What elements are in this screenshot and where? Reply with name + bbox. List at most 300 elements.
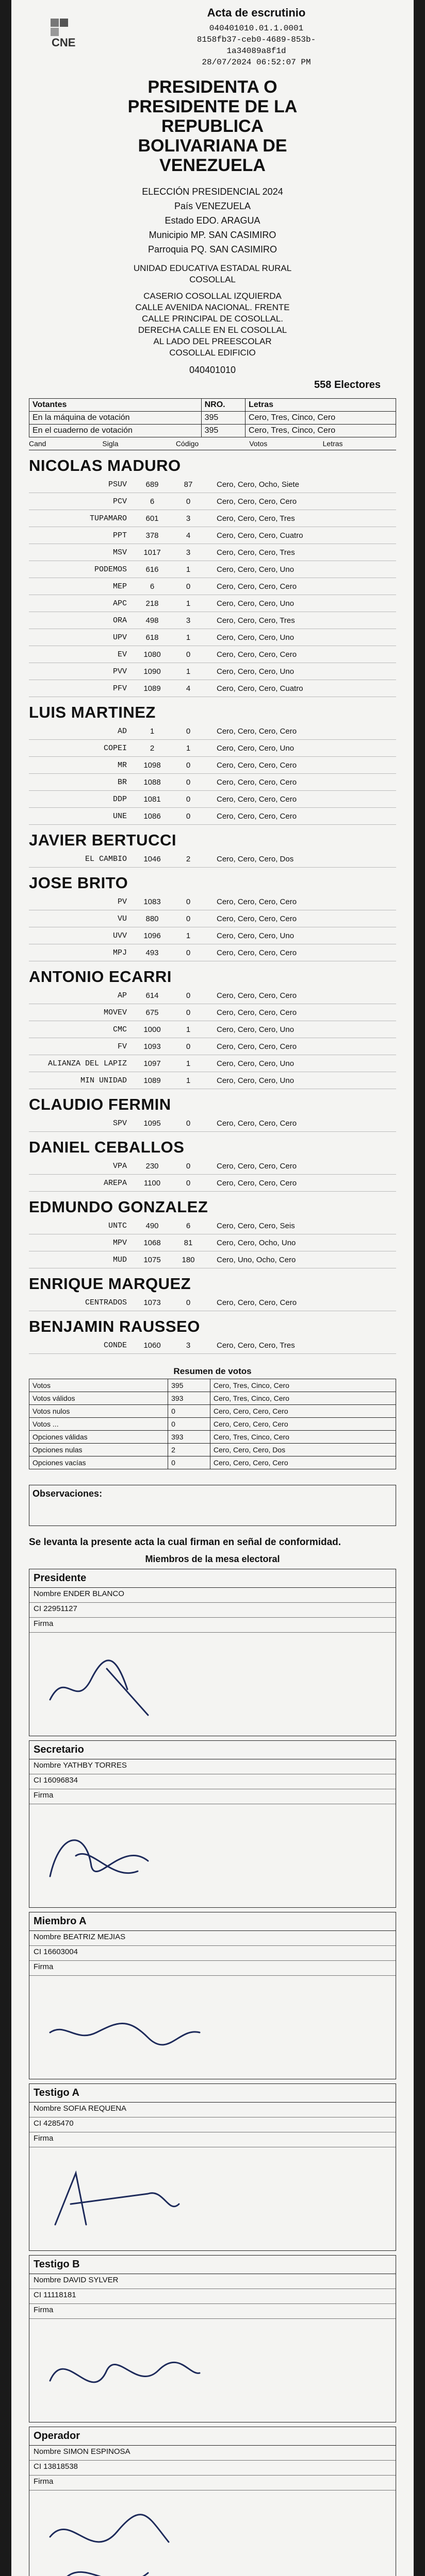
- resumen-cell: 393: [168, 1431, 210, 1444]
- country: País VENEZUELA: [174, 201, 251, 211]
- resumen-cell: Cero, Cero, Cero, Cero: [210, 1418, 396, 1431]
- candidate-name: JAVIER BERTUCCI: [29, 831, 176, 849]
- party-code: 1095: [143, 1118, 161, 1128]
- party-row: [29, 910, 396, 927]
- votantes-header: Votantes: [29, 399, 202, 412]
- member-role: Operador: [29, 2427, 396, 2446]
- party-votes: 0: [186, 914, 191, 923]
- party-sigla: CENTRADOS: [85, 1298, 127, 1307]
- resumen-cell: Cero, Tres, Cinco, Cero: [210, 1431, 396, 1444]
- party-code: 6: [150, 582, 155, 591]
- votantes-cell: 395: [201, 412, 245, 425]
- party-sigla: ORA: [112, 616, 127, 625]
- party-code: 675: [145, 1008, 159, 1017]
- member-ci: CI 16096834: [29, 1774, 396, 1789]
- candidate-name: ANTONIO ECARRI: [29, 968, 172, 986]
- party-letters: Cero, Cero, Cero, Cero: [217, 991, 297, 1000]
- signature-icon: [40, 1638, 215, 1731]
- party-votes: 3: [186, 1341, 191, 1350]
- party-code: 218: [145, 599, 159, 608]
- party-sigla: EV: [117, 650, 127, 659]
- party-sigla: DDP: [112, 794, 127, 804]
- resumen-cell: Cero, Cero, Cero, Cero: [210, 1456, 396, 1469]
- resumen-cell: Opciones nulas: [29, 1444, 168, 1456]
- votantes-cell: Cero, Tres, Cinco, Cero: [246, 425, 396, 437]
- party-letters: Cero, Cero, Cero, Cuatro: [217, 531, 303, 540]
- party-code: 689: [145, 480, 159, 489]
- member-card: [29, 1912, 396, 2079]
- election-name: ELECCIÓN PRESIDENCIAL 2024: [142, 187, 283, 197]
- party-votes: 0: [186, 794, 191, 804]
- candidates-list: [29, 455, 396, 1354]
- party-letters: Cero, Cero, Cero, Tres: [217, 616, 295, 625]
- party-letters: Cero, Cero, Cero, Uno: [217, 1076, 295, 1085]
- party-row: [29, 1055, 396, 1072]
- signature-icon: [40, 2496, 215, 2576]
- party-row: [29, 1294, 396, 1311]
- party-letters: Cero, Cero, Cero, Cero: [217, 897, 297, 906]
- resumen-cell: Votos: [29, 1379, 168, 1392]
- resumen-row: [29, 1418, 396, 1431]
- resumen-cell: Cero, Tres, Cinco, Cero: [210, 1392, 396, 1405]
- member-firma-label: Firma: [29, 1961, 396, 1976]
- resumen-row: [29, 1405, 396, 1418]
- party-sigla: MEP: [112, 582, 127, 591]
- nro-header: NRO.: [201, 399, 245, 412]
- party-votes: 0: [186, 1008, 191, 1017]
- member-name: Nombre YATHBY TORRES: [29, 1759, 396, 1774]
- member-firma-label: Firma: [29, 1789, 396, 1804]
- party-letters: Cero, Cero, Cero, Cero: [217, 650, 297, 659]
- member-name: Nombre DAVID SYLVER: [29, 2274, 396, 2289]
- member-name: Nombre ENDER BLANCO: [29, 1588, 396, 1603]
- party-sigla: COPEI: [103, 743, 127, 753]
- party-code: 1089: [143, 1076, 161, 1085]
- party-letters: Cero, Cero, Cero, Uno: [217, 633, 295, 642]
- party-votes: 3: [186, 616, 191, 625]
- party-code: 1075: [143, 1255, 161, 1264]
- party-code: 2: [150, 743, 155, 753]
- party-code: 880: [145, 914, 159, 923]
- party-letters: Cero, Cero, Ocho, Uno: [217, 1238, 296, 1247]
- party-votes: 0: [186, 777, 191, 787]
- party-row: [29, 1021, 396, 1038]
- member-card: [29, 1569, 396, 1736]
- party-letters: Cero, Cero, Cero, Cero: [217, 1298, 297, 1307]
- party-code: 1000: [143, 1025, 161, 1034]
- party-sigla: AD: [117, 726, 127, 736]
- center-address-line: AL LADO DEL PREESCOLAR: [153, 336, 272, 346]
- party-letters: Cero, Uno, Ocho, Cero: [217, 1255, 296, 1264]
- party-letters: Cero, Cero, Cero, Cero: [217, 794, 297, 804]
- party-votes: 0: [186, 811, 191, 821]
- party-sigla: BR: [117, 777, 127, 787]
- resumen-row: [29, 1444, 396, 1456]
- members-caption: Miembros de la mesa electoral: [145, 1554, 280, 1564]
- party-code: 1096: [143, 931, 161, 940]
- votantes-row: [29, 425, 396, 437]
- candidate-block: [29, 830, 396, 868]
- member-ci: CI 13818538: [29, 2461, 396, 2476]
- party-row: [29, 646, 396, 663]
- signature-icon: [40, 2153, 215, 2245]
- party-row: [29, 680, 396, 697]
- member-name: Nombre BEATRIZ MEJIAS: [29, 1931, 396, 1946]
- resumen-row: [29, 1456, 396, 1469]
- member-card: [29, 1740, 396, 1908]
- party-row: [29, 1072, 396, 1089]
- member-name: Nombre SOFIA REQUENA: [29, 2103, 396, 2117]
- party-row: [29, 723, 396, 740]
- resumen-row: [29, 1431, 396, 1444]
- party-sigla: MR: [117, 760, 127, 770]
- member-card: [29, 2427, 396, 2576]
- party-row: [29, 663, 396, 680]
- party-row: [29, 476, 396, 493]
- party-sigla: VPA: [112, 1161, 127, 1171]
- party-votes: 1: [186, 1059, 191, 1068]
- votantes-cell: 395: [201, 425, 245, 437]
- acta-title: Acta de escrutinio: [207, 6, 306, 19]
- party-row: [29, 927, 396, 944]
- signature-icon: [40, 2324, 215, 2417]
- parish: Parroquia PQ. SAN CASIMIRO: [148, 244, 277, 255]
- party-row: [29, 1004, 396, 1021]
- party-sigla: UPV: [112, 633, 127, 642]
- party-code: 6: [150, 497, 155, 506]
- party-votes: 81: [184, 1238, 193, 1247]
- party-sigla: AP: [117, 991, 127, 1000]
- party-votes: 2: [186, 854, 191, 863]
- party-row: [29, 774, 396, 791]
- center-name-line: COSOLLAL: [189, 275, 236, 284]
- party-sigla: APC: [112, 599, 127, 608]
- party-code: 378: [145, 531, 159, 540]
- party-letters: Cero, Cero, Cero, Uno: [217, 1059, 295, 1068]
- acta-receipt: [11, 0, 414, 2576]
- party-letters: Cero, Cero, Cero, Cero: [217, 948, 297, 957]
- candidate-name: DANIEL CEBALLOS: [29, 1138, 185, 1156]
- party-votes: 4: [186, 684, 191, 693]
- party-letters: Cero, Cero, Cero, Cero: [217, 726, 297, 736]
- candidate-block: [29, 1137, 396, 1192]
- party-code: 1098: [143, 760, 161, 770]
- candidate-name: NICOLAS MADURO: [29, 456, 181, 474]
- center-address-line: CASERIO COSOLLAL IZQUIERDA: [143, 291, 282, 301]
- party-letters: Cero, Cero, Cero, Uno: [217, 667, 295, 676]
- candidate-name: EDMUNDO GONZALEZ: [29, 1198, 208, 1216]
- acta-serial: 040401010.01.1.0001: [209, 24, 304, 33]
- member-firma-label: Firma: [29, 2476, 396, 2490]
- party-code: 1100: [143, 1178, 161, 1188]
- party-row: [29, 544, 396, 561]
- member-firma-label: Firma: [29, 2304, 396, 2319]
- municipality: Municipio MP. SAN CASIMIRO: [149, 230, 276, 240]
- acta-datetime: 28/07/2024 06:52:07 PM: [202, 58, 311, 67]
- resumen-caption: Resumen de votos: [173, 1366, 252, 1376]
- party-code: 616: [145, 565, 159, 574]
- signature-area: [29, 1633, 396, 1736]
- party-code: 618: [145, 633, 159, 642]
- party-code: 493: [145, 948, 159, 957]
- candidate-block: [29, 967, 396, 1089]
- party-code: 1089: [143, 684, 161, 693]
- resumen-cell: Votos ...: [29, 1418, 168, 1431]
- party-letters: Cero, Cero, Cero, Cero: [217, 1042, 297, 1051]
- party-code: 1017: [143, 548, 161, 557]
- party-sigla: PFV: [112, 684, 127, 693]
- party-row: [29, 740, 396, 757]
- party-sigla: AREPA: [103, 1178, 127, 1188]
- party-row: [29, 1115, 396, 1132]
- member-name: Nombre SIMON ESPINOSA: [29, 2446, 396, 2461]
- party-row: [29, 561, 396, 578]
- votantes-table: [29, 398, 396, 437]
- party-row: [29, 791, 396, 808]
- party-row: [29, 510, 396, 527]
- party-sigla: TUPAMARO: [89, 514, 127, 523]
- party-letters: Cero, Cero, Cero, Cero: [217, 1178, 297, 1188]
- observaciones-label: Observaciones:: [32, 1488, 103, 1499]
- resumen-cell: Votos válidos: [29, 1392, 168, 1405]
- party-letters: Cero, Cero, Cero, Tres: [217, 514, 295, 523]
- votantes-cell: En el cuaderno de votación: [29, 425, 202, 437]
- party-row: [29, 612, 396, 629]
- candidate-block: [29, 702, 396, 825]
- party-code: 1046: [143, 854, 161, 863]
- resumen-cell: 0: [168, 1456, 210, 1469]
- resumen-cell: 0: [168, 1418, 210, 1431]
- resumen-cell: 395: [168, 1379, 210, 1392]
- election-title-line: PRESIDENTA O: [148, 77, 277, 97]
- candidate-block: [29, 1197, 396, 1268]
- party-votes: 0: [186, 948, 191, 957]
- party-sigla: MPJ: [112, 948, 127, 957]
- party-votes: 1: [186, 931, 191, 940]
- party-sigla: PVV: [112, 667, 127, 676]
- candidate-name: ENRIQUE MARQUEZ: [29, 1275, 191, 1293]
- member-ci: CI 4285470: [29, 2117, 396, 2132]
- party-letters: Cero, Cero, Cero, Uno: [217, 599, 295, 608]
- center-code: 040401010: [189, 365, 236, 375]
- party-code: 1093: [143, 1042, 161, 1051]
- member-role: Miembro A: [29, 1912, 396, 1931]
- party-row: [29, 1038, 396, 1055]
- party-letters: Cero, Cero, Cero, Cero: [217, 811, 297, 821]
- resumen-cell: Cero, Cero, Cero, Cero: [210, 1405, 396, 1418]
- center-address-line: DERECHA CALLE EN EL COSOLLAL: [138, 325, 287, 335]
- party-votes: 0: [186, 991, 191, 1000]
- firm-note: Se levanta la presente acta la cual firman en señal de conformidad.: [29, 1537, 341, 1548]
- party-code: 614: [145, 991, 159, 1000]
- party-sigla: ALIANZA DEL LAPIZ: [47, 1059, 127, 1068]
- party-code: 1068: [143, 1238, 161, 1247]
- cne-logo-icon: [48, 14, 94, 50]
- signature-area: [29, 1976, 396, 2079]
- candidate-name: LUIS MARTINEZ: [29, 703, 156, 721]
- party-votes: 3: [186, 514, 191, 523]
- party-votes: 1: [186, 1025, 191, 1034]
- party-row: [29, 1158, 396, 1175]
- center-address-line: CALLE AVENIDA NACIONAL. FRENTE: [135, 302, 290, 312]
- party-code: 1060: [143, 1341, 161, 1350]
- votantes-cell: En la máquina de votación: [29, 412, 202, 425]
- party-row: [29, 808, 396, 825]
- acta-uuid-a: 8158fb37-ceb0-4689-853b-: [197, 35, 316, 44]
- party-row: [29, 1175, 396, 1192]
- party-row: [29, 1217, 396, 1234]
- party-code: 1086: [143, 811, 161, 821]
- resumen-cell: 2: [168, 1444, 210, 1456]
- resumen-cell: 393: [168, 1392, 210, 1405]
- party-row: [29, 1337, 396, 1354]
- party-code: 490: [145, 1221, 159, 1230]
- election-info: [29, 184, 396, 377]
- candidate-name: CLAUDIO FERMIN: [29, 1095, 171, 1113]
- party-row: [29, 578, 396, 595]
- party-row: [29, 595, 396, 612]
- candidate-block: [29, 1274, 396, 1311]
- party-sigla: VU: [117, 914, 127, 923]
- party-sigla: MPV: [112, 1238, 127, 1247]
- member-role: Presidente: [29, 1569, 396, 1588]
- member-role: Secretario: [29, 1741, 396, 1759]
- party-letters: Cero, Cero, Cero, Uno: [217, 565, 295, 574]
- resumen-cell: Opciones vacías: [29, 1456, 168, 1469]
- party-letters: Cero, Cero, Ocho, Siete: [217, 480, 300, 489]
- letras-header: Letras: [246, 399, 396, 412]
- center-name-line: UNIDAD EDUCATIVA ESTADAL RURAL: [133, 263, 292, 273]
- party-row: [29, 944, 396, 961]
- party-row: [29, 987, 396, 1004]
- party-letters: Cero, Cero, Cero, Tres: [217, 1341, 295, 1350]
- signature-area: [29, 1804, 396, 1907]
- resumen-cell: Cero, Tres, Cinco, Cero: [210, 1379, 396, 1392]
- party-votes: 1: [186, 667, 191, 676]
- party-sigla: MIN UNIDAD: [80, 1076, 127, 1085]
- candidate-name: BENJAMIN RAUSSEO: [29, 1317, 200, 1335]
- svg-text:CNE: CNE: [52, 36, 76, 49]
- party-sigla: CONDE: [103, 1341, 127, 1350]
- signature-area: [29, 2490, 396, 2576]
- party-votes: 0: [186, 897, 191, 906]
- party-votes: 87: [184, 480, 193, 489]
- party-votes: 1: [186, 743, 191, 753]
- acta-uuid-b: 1a34089a8f1d: [226, 46, 286, 56]
- party-letters: Cero, Cero, Cero, Uno: [217, 743, 295, 753]
- party-code: 1083: [143, 897, 161, 906]
- member-role: Testigo A: [29, 2084, 396, 2103]
- party-letters: Cero, Cero, Cero, Cero: [217, 497, 297, 506]
- party-letters: Cero, Cero, Cero, Cero: [217, 1118, 297, 1128]
- party-votes: 0: [186, 726, 191, 736]
- votantes-cell: Cero, Tres, Cinco, Cero: [246, 412, 396, 425]
- party-votes: 1: [186, 1076, 191, 1085]
- party-votes: 6: [186, 1221, 191, 1230]
- member-firma-label: Firma: [29, 2132, 396, 2147]
- party-code: 1097: [143, 1059, 161, 1068]
- party-votes: 0: [186, 1178, 191, 1188]
- member-ci: CI 16603004: [29, 1946, 396, 1961]
- party-sigla: MOVEV: [103, 1008, 127, 1017]
- acta-header: [117, 0, 396, 68]
- party-row: [29, 757, 396, 774]
- party-sigla: MSV: [112, 548, 127, 557]
- party-row: [29, 1234, 396, 1251]
- member-firma-label: Firma: [29, 1618, 396, 1633]
- column-header: Sigla: [102, 439, 119, 448]
- party-code: 1090: [143, 667, 161, 676]
- party-votes: 180: [182, 1255, 195, 1264]
- party-row: [29, 493, 396, 510]
- party-code: 1081: [143, 794, 161, 804]
- resumen-votos: [29, 1366, 396, 1469]
- party-votes: 3: [186, 548, 191, 557]
- members-list: [29, 1569, 396, 2576]
- candidate-block: [29, 873, 396, 961]
- party-letters: Cero, Cero, Cero, Cero: [217, 582, 297, 591]
- candidate-block: [29, 455, 396, 697]
- party-letters: Cero, Cero, Cero, Uno: [217, 1025, 295, 1034]
- party-sigla: PPT: [112, 531, 127, 540]
- party-votes: 0: [186, 497, 191, 506]
- party-code: 1088: [143, 777, 161, 787]
- election-title-line: REPUBLICA: [161, 116, 264, 136]
- resumen-cell: Opciones válidas: [29, 1431, 168, 1444]
- member-card: [29, 2255, 396, 2422]
- candidate-name: JOSE BRITO: [29, 874, 128, 892]
- column-header: Votos: [249, 439, 268, 448]
- party-letters: Cero, Cero, Cero, Seis: [217, 1221, 295, 1230]
- observaciones-box: [29, 1485, 396, 1526]
- party-votes: 0: [186, 1042, 191, 1051]
- electores-count: 558 Electores: [314, 379, 381, 391]
- party-row: [29, 851, 396, 868]
- signature-icon: [40, 1809, 215, 1902]
- party-votes: 1: [186, 599, 191, 608]
- column-headers: [29, 437, 396, 450]
- party-sigla: UNE: [112, 811, 127, 821]
- member-ci: CI 22951127: [29, 1603, 396, 1618]
- party-code: 498: [145, 616, 159, 625]
- center-address-line: CALLE PRINCIPAL DE COSOLLAL.: [142, 314, 283, 324]
- party-code: 601: [145, 514, 159, 523]
- votantes-row: [29, 412, 396, 425]
- party-code: 1073: [143, 1298, 161, 1307]
- signature-area: [29, 2319, 396, 2422]
- election-title: [29, 77, 396, 175]
- party-letters: Cero, Cero, Cero, Cuatro: [217, 684, 303, 693]
- member-role: Testigo B: [29, 2256, 396, 2274]
- party-votes: 0: [186, 582, 191, 591]
- signature-icon: [40, 1981, 215, 2074]
- resumen-row: [29, 1379, 396, 1392]
- party-votes: 0: [186, 650, 191, 659]
- resumen-cell: Cero, Cero, Cero, Dos: [210, 1444, 396, 1456]
- party-sigla: UVV: [112, 931, 127, 940]
- party-sigla: MUD: [112, 1255, 127, 1264]
- resumen-row: [29, 1392, 396, 1405]
- party-votes: 4: [186, 531, 191, 540]
- party-code: 230: [145, 1161, 159, 1171]
- party-letters: Cero, Cero, Cero, Cero: [217, 1008, 297, 1017]
- party-row: [29, 893, 396, 910]
- candidate-block: [29, 1094, 396, 1132]
- party-code: 1080: [143, 650, 161, 659]
- party-row: [29, 527, 396, 544]
- party-letters: Cero, Cero, Cero, Cero: [217, 777, 297, 787]
- party-letters: Cero, Cero, Cero, Tres: [217, 548, 295, 557]
